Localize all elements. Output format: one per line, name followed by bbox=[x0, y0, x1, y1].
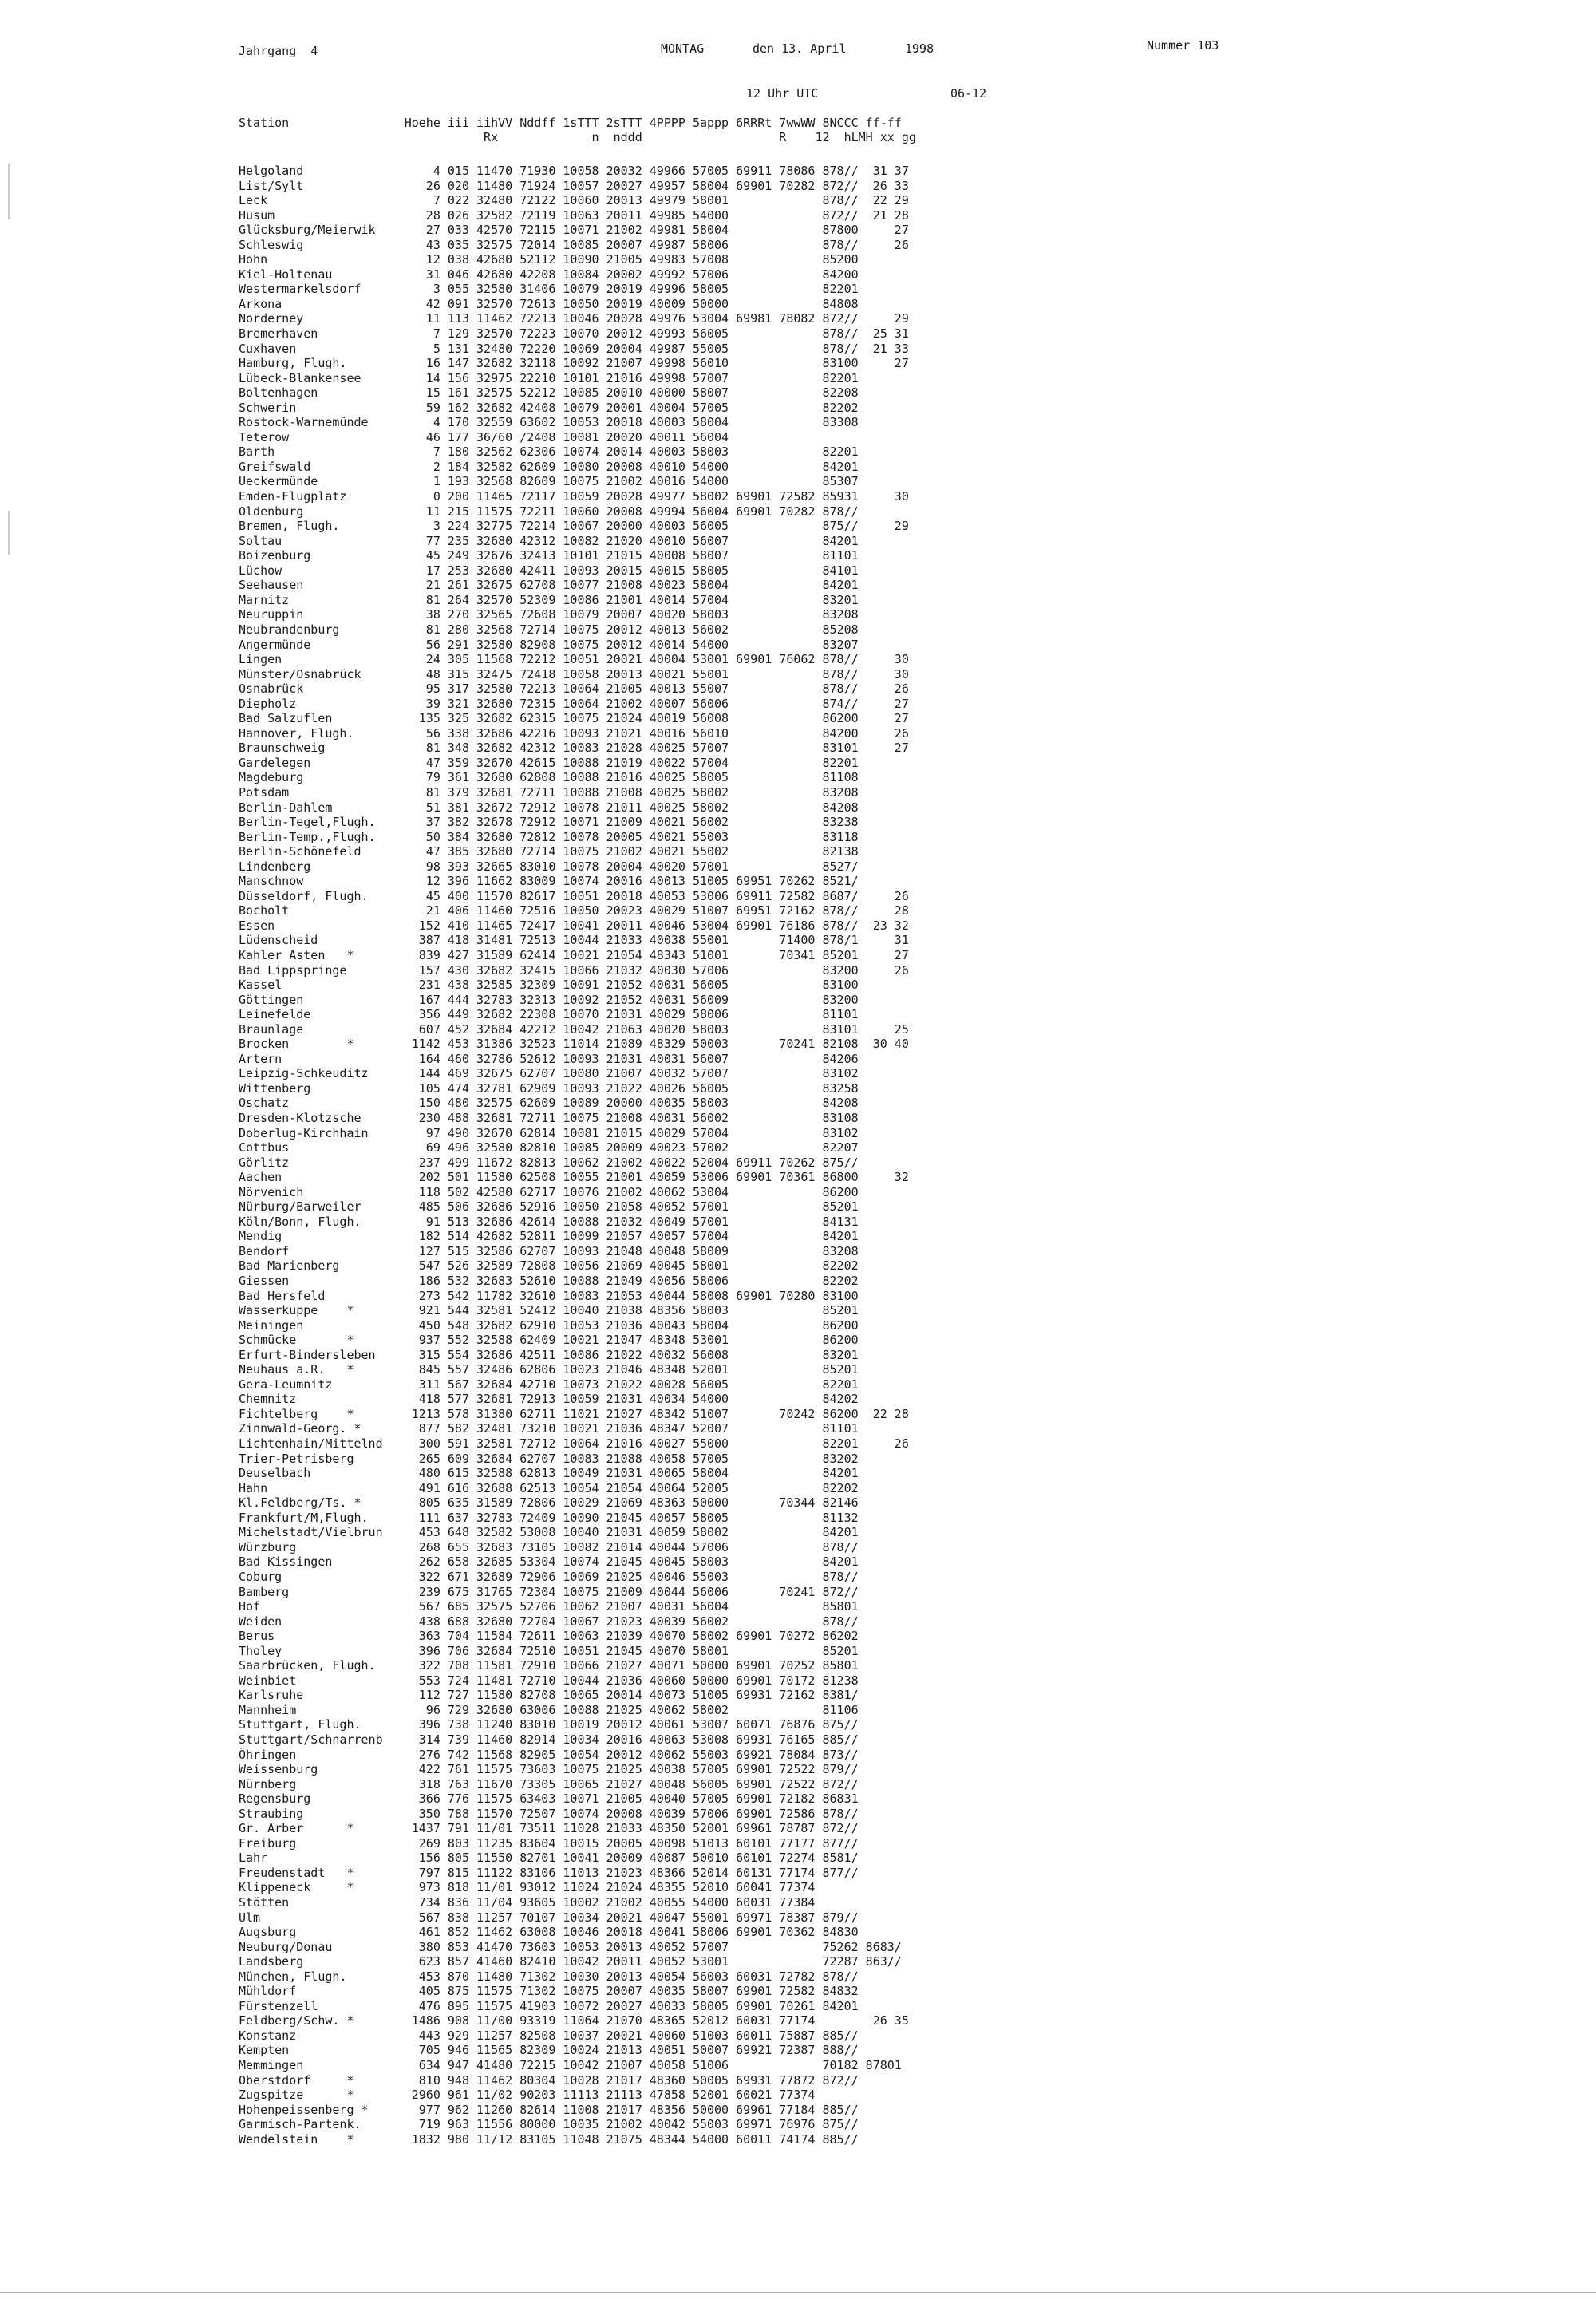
station-row: Oberstdorf * 810 948 11462 80304 10028 21017 48360 50005 69931 77872 872// bbox=[239, 2072, 859, 2088]
station-row: Nürburg/Barweiler 485 506 32686 52916 10050 21058 40052 57001 85201 bbox=[239, 1199, 859, 1215]
station-row: Kassel 231 438 32585 32309 10091 21052 40031 56005 83100 bbox=[239, 978, 859, 993]
station-row: Westermarkelsdorf 3 055 32580 31406 10079 20019 49996 58005 82201 bbox=[239, 282, 859, 297]
station-row: Glücksburg/Meierwik 27 033 42570 72115 10071 21002 49981 58004 87800 27 bbox=[239, 223, 909, 238]
station-row: Lingen 24 305 11568 72212 10051 20021 40004 53001 69901 76062 878// 30 bbox=[239, 652, 909, 667]
station-row: Dresden-Klotzsche 230 488 32681 72711 10075 21008 40031 56002 83108 bbox=[239, 1111, 859, 1125]
station-row: Gr. Arber * 1437 791 11/01 73511 11028 21033 48350 52001 69961 78787 872// bbox=[239, 1821, 859, 1836]
station-row: Arkona 42 091 32570 72613 10050 20019 40009 50000 84808 bbox=[239, 296, 859, 311]
station-row: Manschnow 12 396 11662 83009 10074 20016 40013 51005 69951 70262 8521/ bbox=[239, 874, 859, 889]
station-row: Zinnwald-Georg. * 877 582 32481 73210 10021 21036 48347 52007 81101 bbox=[239, 1421, 859, 1436]
station-row: Wendelstein * 1832 980 11/12 83105 11048 21075 48344 54000 60011 74174 885// bbox=[239, 2131, 859, 2147]
station-row: Kiel-Holtenau 31 046 42680 42208 10084 20002 49992 57006 84200 bbox=[239, 267, 859, 282]
station-row: Lichtenhain/Mittelnd 300 591 32581 72712 10064 21016 40027 55000 82201 26 bbox=[239, 1436, 909, 1452]
station-row: Hof 567 685 32575 52706 10062 21007 40031 56004 85801 bbox=[239, 1599, 859, 1614]
scan-mark bbox=[8, 511, 10, 555]
station-row: Stuttgart, Flugh. 396 738 11240 83010 10019 20012 40061 53007 60071 76876 875// bbox=[239, 1717, 859, 1732]
station-row: Straubing 350 788 11570 72507 10074 20008 40039 57006 69901 72586 878// bbox=[239, 1806, 859, 1821]
station-row: Berlin-Schönefeld 47 385 32680 72714 10075 21002 40021 55002 82138 bbox=[239, 844, 859, 859]
station-row: Hahn 491 616 32688 62513 10054 21054 40064 52005 82202 bbox=[239, 1480, 859, 1495]
column-header-line-2: Rx n nddd R 12 hLMH xx gg bbox=[239, 130, 916, 144]
station-row: Freiburg 269 803 11235 83604 10015 20005 40098 51013 60101 77177 877// bbox=[239, 1835, 859, 1851]
station-row: Saarbrücken, Flugh. 322 708 11581 72910 10066 21027 40071 50000 69901 70252 85801 bbox=[239, 1658, 859, 1673]
station-row: München, Flugh. 453 870 11480 71302 10030 20013 40054 56003 60031 72782 878// bbox=[239, 1969, 859, 1984]
station-row: Helgoland 4 015 11470 71930 10058 20032 49966 57005 69911 78086 878// 31 37 bbox=[239, 164, 909, 178]
station-row: Münster/Osnabrück 48 315 32475 72418 10058 20013 40021 55001 878// 30 bbox=[239, 666, 909, 681]
station-row: Schmücke * 937 552 32588 62409 10021 21047 48348 53001 86200 bbox=[239, 1333, 859, 1348]
station-row: Augsburg 461 852 11462 63008 10046 20018 40041 58006 69901 70362 84830 bbox=[239, 1925, 859, 1940]
date: den 13. April bbox=[753, 41, 847, 56]
station-row: Stuttgart/Schnarrenb 314 739 11460 82914 10034 20016 40063 53008 69931 76165 885// bbox=[239, 1732, 859, 1747]
station-row: Trier-Petrisberg 265 609 32684 62707 10083 21088 40058 57005 83202 bbox=[239, 1451, 859, 1466]
station-row: Coburg 322 671 32689 72906 10069 21025 40046 55003 878// bbox=[239, 1569, 859, 1584]
issue-number: Nummer 103 bbox=[1147, 38, 1219, 53]
station-row: Regensburg 366 776 11575 63403 10071 21005 40040 57005 69901 72182 86831 bbox=[239, 1791, 859, 1807]
station-row: Wasserkuppe * 921 544 32581 52412 10040 21038 48356 58003 85201 bbox=[239, 1303, 859, 1318]
station-row: Norderney 11 113 11462 72213 10046 20028 49976 53004 69981 78082 872// 29 bbox=[239, 311, 909, 326]
station-row: Neubrandenburg 81 280 32568 72714 10075 20012 40013 56002 85208 bbox=[239, 622, 859, 637]
station-row: Boizenburg 45 249 32676 32413 10101 21015 40008 58007 81101 bbox=[239, 548, 859, 563]
station-row: Lindenberg 98 393 32665 83010 10078 20004 40020 57001 8527/ bbox=[239, 859, 859, 874]
station-row: Giessen 186 532 32683 52610 10088 21049 40056 58006 82202 bbox=[239, 1274, 859, 1289]
station-row: Hohn 12 038 42680 52112 10090 21005 49983 57008 85200 bbox=[239, 252, 859, 267]
weekday: MONTAG bbox=[661, 41, 705, 56]
station-row: Stötten 734 836 11/04 93605 10002 21002 40055 54000 60031 77384 bbox=[239, 1894, 816, 1910]
station-table bbox=[239, 164, 909, 2147]
station-row: Garmisch-Partenk. 719 963 11556 80000 10035 21002 40042 55003 69971 76976 875// bbox=[239, 2117, 859, 2132]
station-row: Lüchow 17 253 32680 42411 10093 20015 40015 58005 84101 bbox=[239, 563, 859, 578]
station-row: Bendorf 127 515 32586 62707 10093 21048 40048 58009 83208 bbox=[239, 1243, 859, 1258]
station-row: Leipzig-Schkeuditz 144 469 32675 62707 10080 21007 40032 57007 83102 bbox=[239, 1066, 859, 1081]
station-row: Bad Kissingen 262 658 32685 53304 10074 21045 40045 58003 84201 bbox=[239, 1554, 859, 1570]
station-row: Köln/Bonn, Flugh. 91 513 32686 42614 10088 21032 40049 57001 84131 bbox=[239, 1214, 859, 1229]
station-row: Nörvenich 118 502 42580 62717 10076 21002 40062 53004 86200 bbox=[239, 1184, 859, 1199]
station-row: Chemnitz 418 577 32681 72913 10059 21031 40034 54000 84202 bbox=[239, 1392, 859, 1407]
station-row: Tholey 396 706 32684 72510 10051 21045 40070 58001 85201 bbox=[239, 1643, 859, 1658]
station-row: Klippeneck * 973 818 11/01 93012 11024 21024 48355 52010 60041 77374 bbox=[239, 1880, 816, 1895]
station-row: Lübeck-Blankensee 14 156 32975 22210 10101 21016 49998 57007 82201 bbox=[239, 370, 859, 385]
station-row: Oldenburg 11 215 11575 72211 10060 20008 49994 56004 69901 70282 878// bbox=[239, 504, 859, 519]
station-row: Fichtelberg * 1213 578 31380 62711 11021 21027 48342 51007 70242 86200 22 28 bbox=[239, 1406, 909, 1421]
period: 06-12 bbox=[950, 86, 987, 101]
station-row: Lüdenscheid 387 418 31481 72513 10044 21033 40038 55001 71400 878/1 31 bbox=[239, 933, 909, 948]
station-row: Bad Marienberg 547 526 32589 72808 10056 21069 40045 58001 82202 bbox=[239, 1258, 859, 1274]
station-row: Landsberg 623 857 41460 82410 10042 20011 40052 53001 72287 863// bbox=[239, 1954, 902, 1969]
station-row: Braunschweig 81 348 32682 42312 10083 21028 40025 57007 83101 27 bbox=[239, 741, 909, 756]
station-row: Berus 363 704 11584 72611 10063 21039 40070 58002 69901 70272 86202 bbox=[239, 1629, 859, 1644]
station-row: Artern 164 460 32786 52612 10093 21031 40031 56007 84206 bbox=[239, 1051, 859, 1066]
station-row: Teterow 46 177 36/60 /2408 10081 20020 40011 56004 bbox=[239, 429, 729, 444]
station-row: Magdeburg 79 361 32680 62808 10088 21016 40025 58005 81108 bbox=[239, 770, 859, 785]
station-row: Öhringen 276 742 11568 82905 10054 20012 40062 55003 69921 78084 873// bbox=[239, 1747, 859, 1762]
station-row: Cottbus 69 496 32580 82810 10085 20009 40023 57002 82207 bbox=[239, 1140, 859, 1155]
station-row: Rostock-Warnemünde 4 170 32559 63602 10053 20018 40003 58004 83308 bbox=[239, 415, 859, 430]
station-row: Seehausen 21 261 32675 62708 10077 21008 40023 58004 84201 bbox=[239, 578, 859, 593]
station-row: Berlin-Temp.,Flugh. 50 384 32680 72812 10078 20005 40021 55003 83118 bbox=[239, 829, 859, 844]
station-row: List/Sylt 26 020 11480 71924 10057 20027 49957 58004 69901 70282 872// 26 33 bbox=[239, 178, 909, 193]
station-row: Fürstenzell 476 895 11575 41903 10072 20027 40033 58005 69901 70261 84201 bbox=[239, 1998, 859, 2013]
station-row: Hannover, Flugh. 56 338 32686 42216 10093 21021 40016 56010 84200 26 bbox=[239, 725, 909, 741]
station-row: Weissenburg 422 761 11575 73603 10075 21025 40038 57005 69901 72522 879// bbox=[239, 1762, 859, 1777]
station-row: Zugspitze * 2960 961 11/02 90203 11113 21113 47858 52001 60021 77374 bbox=[239, 2088, 816, 2103]
station-row: Ueckermünde 1 193 32568 82609 10075 21002 40016 54000 85307 bbox=[239, 474, 859, 489]
station-row: Schwerin 59 162 32682 42408 10079 20001 40004 57005 82202 bbox=[239, 400, 859, 415]
column-headers bbox=[239, 116, 916, 144]
station-row: Mannheim 96 729 32680 63006 10088 21025 40062 58002 81106 bbox=[239, 1702, 859, 1717]
station-row: Kahler Asten * 839 427 31589 62414 10021 21054 48343 51001 70341 85201 27 bbox=[239, 947, 909, 962]
station-row: Nürnberg 318 763 11670 73305 10065 21027 40048 56005 69901 72522 872// bbox=[239, 1776, 859, 1791]
station-row: Gera-Leumnitz 311 567 32684 42710 10073 21022 40028 56005 82201 bbox=[239, 1377, 859, 1392]
station-row: Soltau 77 235 32680 42312 10082 21020 40010 56007 84201 bbox=[239, 533, 859, 548]
station-row: Neuruppin 38 270 32565 72608 10079 20007 40020 58003 83208 bbox=[239, 607, 859, 622]
station-row: Leck 7 022 32480 72122 10060 20013 49979 58001 878// 22 29 bbox=[239, 193, 909, 208]
station-row: Brocken * 1142 453 31386 32523 11014 21089 48329 50003 70241 82108 30 40 bbox=[239, 1037, 909, 1052]
station-row: Kempten 705 946 11565 82309 10024 21013 40051 50007 69921 72387 888// bbox=[239, 2043, 859, 2058]
station-row: Diepholz 39 321 32680 72315 10064 21002 40007 56006 874// 27 bbox=[239, 696, 909, 711]
station-row: Ulm 567 838 11257 70107 10034 20021 40047 55001 69971 78387 879// bbox=[239, 1910, 859, 1925]
station-row: Hamburg, Flugh. 16 147 32682 32118 10092 21007 49998 56010 83100 27 bbox=[239, 356, 909, 371]
station-row: Konstanz 443 929 11257 82508 10037 20021 40060 51003 60011 75887 885// bbox=[239, 2028, 859, 2043]
station-row: Bad Salzuflen 135 325 32682 62315 10075 21024 40019 56008 86200 27 bbox=[239, 711, 909, 726]
station-row: Boltenhagen 15 161 32575 52212 10085 20010 40000 58007 82208 bbox=[239, 385, 859, 401]
station-row: Neuhaus a.R. * 845 557 32486 62806 10023 21046 48348 52001 85201 bbox=[239, 1362, 859, 1377]
station-row: Neuburg/Donau 380 853 41470 73603 10053 20013 40052 57007 75262 8683/ bbox=[239, 1939, 902, 1954]
station-row: Wittenberg 105 474 32781 62909 10093 21022 40026 56005 83258 bbox=[239, 1080, 859, 1096]
station-row: Memmingen 634 947 41480 72215 10042 21007 40058 51006 70182 87801 bbox=[239, 2058, 902, 2072]
station-row: Göttingen 167 444 32783 32313 10092 21052 40031 56009 83200 bbox=[239, 992, 859, 1007]
station-row: Bad Hersfeld 273 542 11782 32610 10083 21053 40044 58008 69901 70280 83100 bbox=[239, 1288, 859, 1303]
station-row: Düsseldorf, Flugh. 45 400 11570 82617 10051 20018 40053 53006 69911 72582 8687/ 26 bbox=[239, 888, 909, 903]
station-row: Mendig 182 514 42682 52811 10099 21057 40057 57004 84201 bbox=[239, 1229, 859, 1244]
station-row: Berlin-Tegel,Flugh. 37 382 32678 72912 10071 21009 40021 56002 83238 bbox=[239, 815, 859, 830]
station-row: Bad Lippspringe 157 430 32682 32415 10066 21032 40030 57006 83200 26 bbox=[239, 962, 909, 978]
station-row: Angermünde 56 291 32580 82908 10075 20012 40014 54000 83207 bbox=[239, 637, 859, 652]
station-row: Emden-Flugplatz 0 200 11465 72117 10059 20028 49977 58002 69901 72582 85931 30 bbox=[239, 489, 909, 504]
station-row: Potsdam 81 379 32681 72711 10088 21008 40025 58002 83208 bbox=[239, 784, 859, 800]
station-row: Bremerhaven 7 129 32570 72223 10070 20012 49993 56005 878// 25 31 bbox=[239, 326, 909, 342]
station-row: Michelstadt/Vielbrun 453 648 32582 53008 10040 21031 40059 58002 84201 bbox=[239, 1525, 859, 1540]
station-row: Weiden 438 688 32680 72704 10067 21023 40039 56002 878// bbox=[239, 1614, 859, 1629]
station-row: Berlin-Dahlem 51 381 32672 72912 10078 21011 40025 58002 84208 bbox=[239, 800, 859, 815]
station-row: Karlsruhe 112 727 11580 82708 10065 20014 40073 51005 69931 72162 8381/ bbox=[239, 1688, 859, 1703]
station-row: Freudenstadt * 797 815 11122 83106 11013 21023 48366 52014 60131 77174 877// bbox=[239, 1865, 859, 1880]
station-row: Bamberg 239 675 31765 72304 10075 21009 40044 56006 70241 872// bbox=[239, 1584, 859, 1599]
station-row: Gardelegen 47 359 32670 42615 10088 21019 40022 57004 82201 bbox=[239, 755, 859, 770]
observation-time: 12 Uhr UTC bbox=[746, 86, 819, 101]
station-row: Meiningen 450 548 32682 62910 10053 21036 40043 58004 86200 bbox=[239, 1317, 859, 1333]
station-row: Lahr 156 805 11550 82701 10041 20009 40087 50010 60101 72274 8581/ bbox=[239, 1851, 859, 1866]
station-row: Aachen 202 501 11580 62508 10055 21001 40059 53006 69901 70361 86800 32 bbox=[239, 1170, 909, 1185]
station-row: Essen 152 410 11465 72417 10041 20011 40046 53004 69901 76186 878// 23 32 bbox=[239, 918, 909, 933]
station-row: Weinbiet 553 724 11481 72710 10044 21036 40060 50000 69901 70172 81238 bbox=[239, 1673, 859, 1688]
station-row: Würzburg 268 655 32683 73105 10082 21014 40044 57006 878// bbox=[239, 1539, 859, 1554]
station-row: Mühldorf 405 875 11575 71302 10075 20007 40035 58007 69901 72582 84832 bbox=[239, 1984, 859, 1999]
station-row: Greifswald 2 184 32582 62609 10080 20008 40010 54000 84201 bbox=[239, 459, 859, 474]
station-row: Frankfurt/M,Flugh. 111 637 32783 72409 10090 21045 40057 58005 81132 bbox=[239, 1510, 859, 1525]
station-row: Osnabrück 95 317 32580 72213 10064 21005 40013 55007 878// 26 bbox=[239, 681, 909, 697]
station-row: Erfurt-Bindersleben 315 554 32686 42511 10086 21022 40032 56008 83201 bbox=[239, 1347, 859, 1362]
station-row: Bocholt 21 406 11460 72516 10050 20023 40029 51007 69951 72162 878// 28 bbox=[239, 903, 909, 918]
station-row: Marnitz 81 264 32570 52309 10086 21001 40014 57004 83201 bbox=[239, 592, 859, 607]
station-row: Kl.Feldberg/Ts. * 805 635 31589 72806 10029 21069 48363 50000 70344 82146 bbox=[239, 1495, 859, 1511]
station-row: Doberlug-Kirchhain 97 490 32670 62814 10081 21015 40029 57004 83102 bbox=[239, 1125, 859, 1140]
station-row: Oschatz 150 480 32575 62609 10089 20000 40035 58003 84208 bbox=[239, 1096, 859, 1111]
station-row: Hohenpeissenberg * 977 962 11260 82614 11008 21017 48356 50000 69961 77184 885// bbox=[239, 2102, 859, 2117]
volume-label: Jahrgang 4 bbox=[239, 44, 318, 58]
scan-edge bbox=[0, 2292, 1596, 2293]
scan-mark bbox=[8, 164, 10, 219]
column-header-line-1: Station Hoehe iii iihVV Nddff 1sTTT 2sTTT 4PPPP 5appp 6RRRt 7wwWW 8NCCC ff-ff bbox=[239, 116, 902, 130]
station-row: Görlitz 237 499 11672 82813 10062 21002 40022 52004 69911 70262 875// bbox=[239, 1155, 859, 1170]
station-row: Cuxhaven 5 131 32480 72220 10069 20004 49987 55005 878// 21 33 bbox=[239, 341, 909, 356]
station-row: Leinefelde 356 449 32682 22308 10070 21031 40029 58006 81101 bbox=[239, 1007, 859, 1022]
station-row: Schleswig 43 035 32575 72014 10085 20007 49987 58006 878// 26 bbox=[239, 237, 909, 252]
station-row: Feldberg/Schw. * 1486 908 11/00 93319 11064 21070 48365 52012 60031 77174 26 35 bbox=[239, 2013, 909, 2028]
station-row: Braunlage 607 452 32684 42212 10042 21063 40020 58003 83101 25 bbox=[239, 1021, 909, 1037]
year: 1998 bbox=[905, 41, 934, 56]
station-row: Husum 28 026 32582 72119 10063 20011 49985 54000 872// 21 28 bbox=[239, 207, 909, 223]
station-row: Deuselbach 480 615 32588 62813 10049 21031 40065 58004 84201 bbox=[239, 1466, 859, 1481]
station-row: Bremen, Flugh. 3 224 32775 72214 10067 20000 40003 56005 875// 29 bbox=[239, 519, 909, 534]
station-row: Barth 7 180 32562 62306 10074 20014 40003 58003 82201 bbox=[239, 444, 859, 460]
